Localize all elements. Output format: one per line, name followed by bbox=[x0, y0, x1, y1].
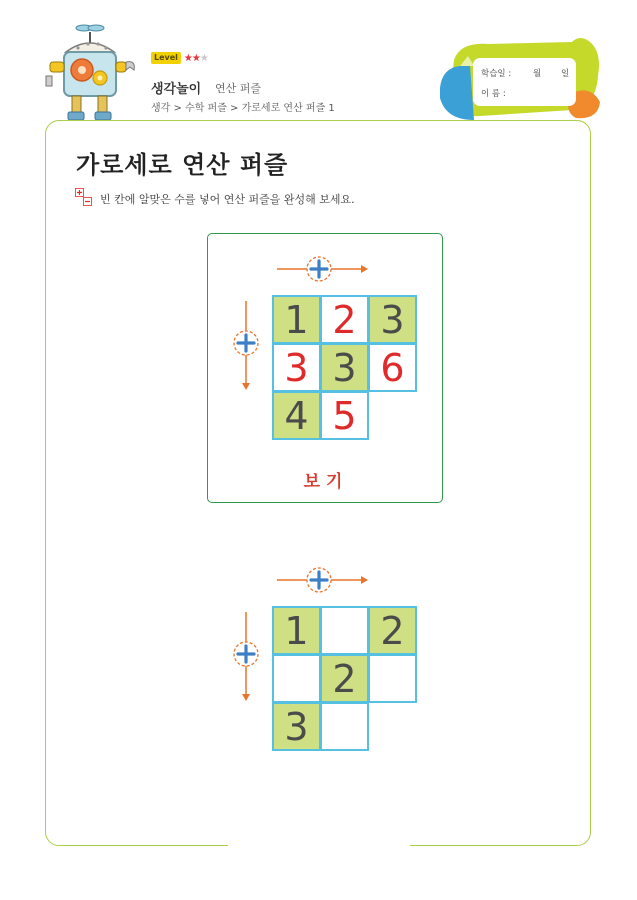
number-cell: 4 bbox=[272, 391, 321, 440]
month-label: 월 bbox=[533, 69, 542, 79]
horizontal-plus-operator-icon bbox=[277, 566, 369, 594]
number-cell: 1 bbox=[272, 606, 321, 655]
blank-cell[interactable] bbox=[272, 654, 321, 703]
number-cell: 2 bbox=[320, 295, 369, 344]
number-cell: 6 bbox=[368, 343, 417, 392]
page-title: 가로세로 연산 퍼즐 bbox=[76, 151, 289, 179]
number-cell: 5 bbox=[320, 391, 369, 440]
number-cell: 3 bbox=[272, 702, 321, 751]
blank-cell[interactable] bbox=[320, 702, 369, 751]
robot-mascot-icon bbox=[42, 22, 142, 122]
study-info-box bbox=[473, 58, 576, 106]
number-cell: 3 bbox=[272, 343, 321, 392]
instruction-text: 빈 칸에 알맞은 수를 넣어 연산 퍼즐을 완성해 보세요. bbox=[100, 193, 355, 206]
vertical-plus-operator-icon bbox=[232, 612, 260, 702]
name-label: 이 름 : bbox=[481, 89, 506, 99]
level-indicator bbox=[151, 52, 208, 64]
day-label: 일 bbox=[561, 69, 570, 79]
subcategory-title: 연산 퍼즐 bbox=[215, 82, 262, 95]
number-cell: 2 bbox=[320, 654, 369, 703]
number-cell: 3 bbox=[368, 295, 417, 344]
number-cell: 2 bbox=[368, 606, 417, 655]
plus-minus-icon bbox=[75, 188, 93, 206]
number-cell: 3 bbox=[320, 343, 369, 392]
example-label: 보기 bbox=[303, 472, 349, 492]
blank-cell[interactable] bbox=[320, 606, 369, 655]
date-label: 학습일 : bbox=[481, 69, 512, 79]
breadcrumb: 생각 > 수학 퍼즐 > 가로세로 연산 퍼즐 1 bbox=[151, 103, 335, 114]
star-rating-icon: ★★★ bbox=[183, 52, 208, 64]
level-badge: Level bbox=[151, 52, 181, 64]
number-cell: 1 bbox=[272, 295, 321, 344]
category-title: 생각놀이 bbox=[151, 82, 202, 97]
vertical-plus-operator-icon bbox=[232, 301, 260, 391]
frame-gap bbox=[228, 836, 410, 856]
horizontal-plus-operator-icon bbox=[277, 255, 369, 283]
blank-cell[interactable] bbox=[368, 654, 417, 703]
